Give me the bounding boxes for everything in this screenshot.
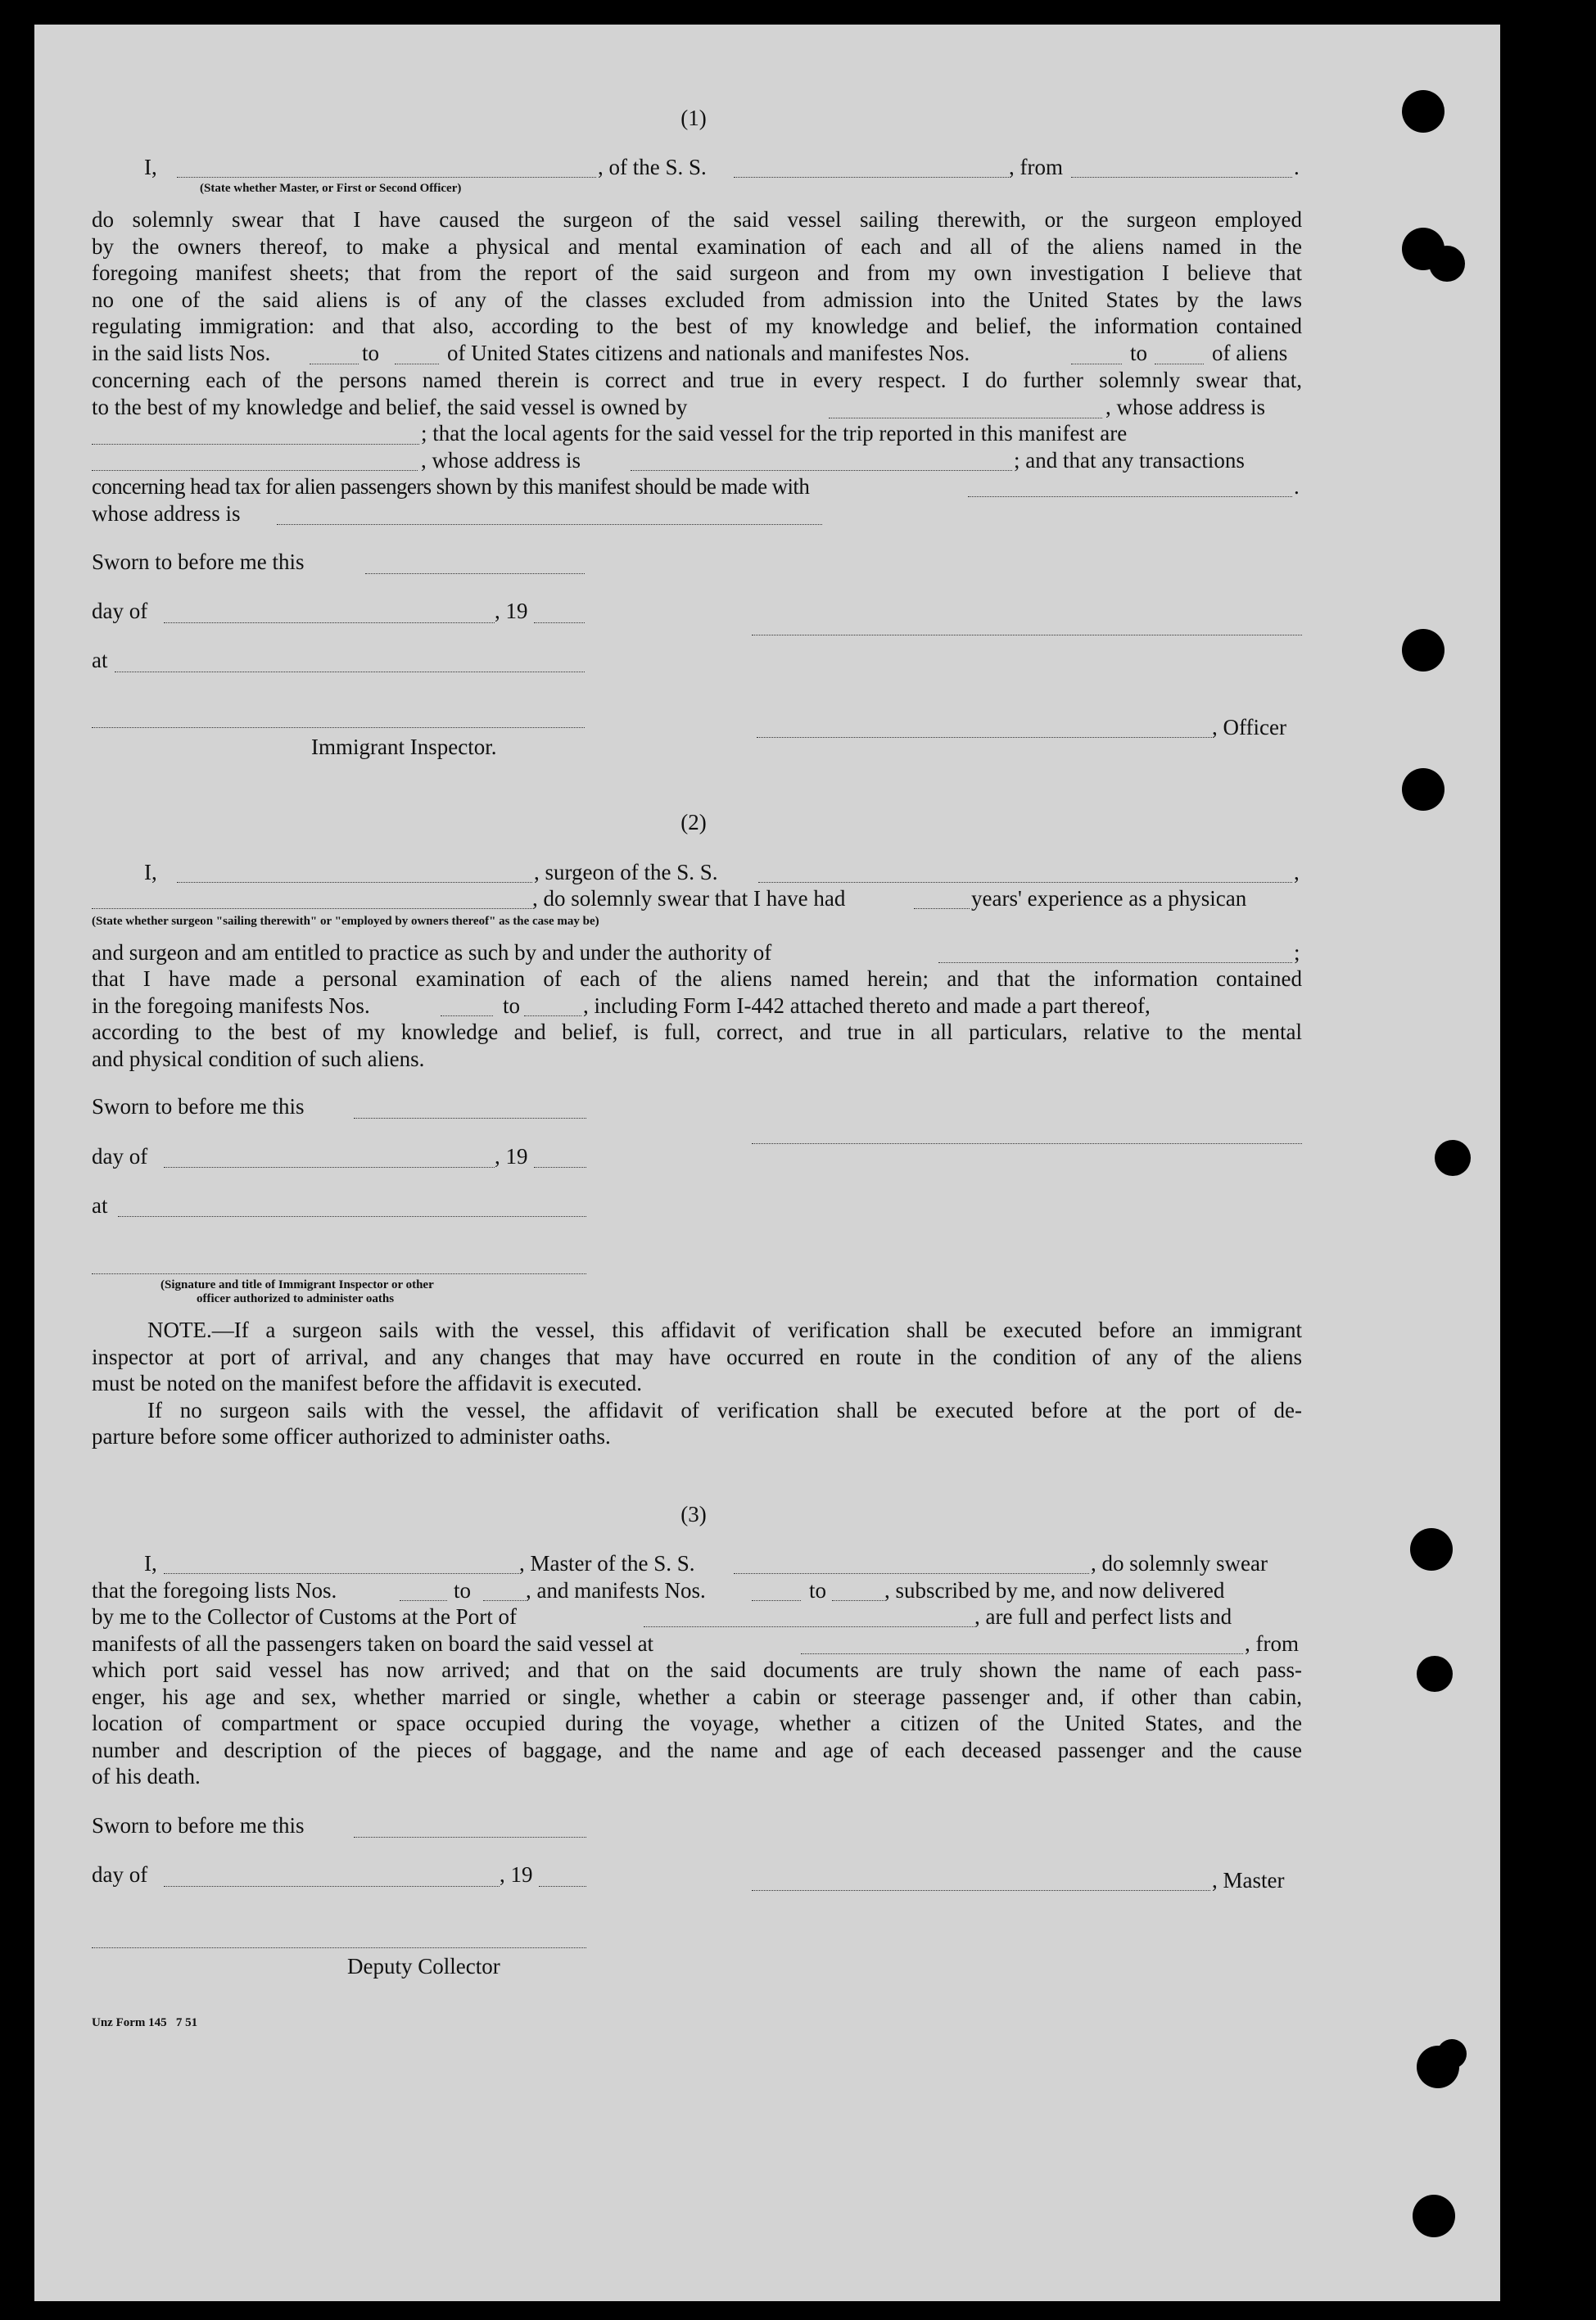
officer-signature-field[interactable] <box>757 737 1212 738</box>
binder-hole <box>1402 90 1445 133</box>
to-label: to <box>503 993 521 1018</box>
do-swear-label: , do solemnly swear <box>1091 1551 1268 1576</box>
vessel-name-field[interactable] <box>734 177 1009 178</box>
section-3-body <box>92 1657 1302 1790</box>
manifests-to-field[interactable] <box>524 1015 581 1016</box>
body-line: location of compartment or space occupied during the voyage, whether a citizen of the United States, and the <box>92 1711 1302 1736</box>
do-swear-label: , do solemnly swear that I have had <box>532 886 846 911</box>
head-tax-address-field[interactable] <box>277 524 822 525</box>
lists-to-field[interactable] <box>483 1600 526 1601</box>
boarding-port-field[interactable] <box>801 1653 1243 1654</box>
sworn-date-field[interactable] <box>354 1837 586 1838</box>
owner-address-field[interactable] <box>92 444 419 445</box>
authority-field[interactable] <box>938 962 1292 963</box>
oath-i: I, <box>144 860 157 884</box>
section-2-number: (2) <box>680 810 707 834</box>
of-ss-label: , of the S. S. <box>598 155 707 179</box>
surgeon-vessel-field[interactable] <box>758 882 1292 883</box>
officer-label: , Officer <box>1212 715 1286 739</box>
body-line: according to the best of my knowledge and belief, is full, correct, and true in all particulars, relative to the mental <box>92 1020 1302 1044</box>
surgeon-status-field[interactable] <box>92 908 532 909</box>
lists-label: in the said lists Nos. <box>92 341 271 365</box>
body-line: and physical condition of such aliens. <box>92 1046 425 1071</box>
section-1-body <box>92 206 1302 340</box>
to-label: to <box>1130 341 1148 365</box>
month-field[interactable] <box>164 1167 495 1168</box>
year-field[interactable] <box>534 622 585 623</box>
years-field[interactable] <box>914 908 970 909</box>
note-line: If no surgeon sails with the vessel, the affidavit of verification shall be executed before at the port of de- <box>147 1397 1302 1422</box>
to-label: to <box>362 341 380 365</box>
oath-i: I, <box>144 155 157 179</box>
note-line: must be noted on the manifest before the affidavit is executed. <box>92 1371 643 1396</box>
body-line: enger, his age and sex, whether married or single, whether a cabin or steerage passenger and, if other than cabin, <box>92 1684 1302 1709</box>
body-line: of his death. <box>92 1764 201 1789</box>
local-agents-field[interactable] <box>92 470 418 471</box>
manifests-board-label: manifests of all the passengers taken on board the said vessel at <box>92 1631 654 1656</box>
day-of-label: day of <box>92 1144 148 1169</box>
form-i442-label: , including Form I-442 attached thereto and made a part thereof, <box>583 993 1151 1018</box>
year-field[interactable] <box>534 1167 586 1168</box>
year-prefix: , 19 <box>495 1144 528 1169</box>
deputy-collector-label: Deputy Collector <box>347 1954 500 1979</box>
from-label: , from <box>1245 1631 1299 1656</box>
lists-label: that the foregoing lists Nos. <box>92 1578 337 1603</box>
note-line: NOTE.—If a surgeon sails with the vessel, this affidavit of verification shall be executed before an immigrant <box>147 1318 1302 1342</box>
note-line: parture before some officer authorized to administer oaths. <box>92 1424 611 1449</box>
body-line: by the owners thereof, to make a physical and mental examination of each and all of the aliens named in the <box>92 233 1302 259</box>
body-line: no one of the said aliens is of any of the classes excluded from admission into the United States by the laws <box>92 287 1302 312</box>
officer-name-field[interactable] <box>177 177 596 178</box>
master-of-label: , Master of the S. S. <box>519 1551 695 1576</box>
manifests-to-field[interactable] <box>832 1600 884 1601</box>
transactions-label: ; and that any transactions <box>1014 448 1245 473</box>
years-experience-label: years' experience as a physican <box>971 886 1247 911</box>
from-port-field[interactable] <box>1071 177 1292 178</box>
whose-address-label: whose address is <box>92 501 241 526</box>
surgeon-note: (State whether surgeon "sailing therewith" or "employed by owners thereof" as the case may be) <box>92 915 599 928</box>
inspector-signature-field[interactable] <box>92 727 585 728</box>
head-tax-field[interactable] <box>968 496 1292 497</box>
sworn-date-field[interactable] <box>354 1118 586 1119</box>
binder-hole <box>1402 629 1445 672</box>
binder-hole <box>1413 2195 1455 2237</box>
sworn-label: Sworn to before me this <box>92 1094 305 1119</box>
agents-address-field[interactable] <box>631 470 1012 471</box>
at-label: at <box>92 648 108 672</box>
inspector-signature-field[interactable] <box>92 1273 586 1274</box>
sworn-label: Sworn to before me this <box>92 1813 305 1838</box>
signature-note: officer authorized to administer oaths <box>197 1292 395 1305</box>
subscribed-label: , subscribed by me, and now delivered <box>884 1578 1225 1603</box>
body-line: foregoing manifest sheets; that from the report of the said surgeon and from my own investigation I believe that <box>92 260 1302 286</box>
lists-from-field[interactable] <box>400 1600 447 1601</box>
month-field[interactable] <box>164 622 495 623</box>
form-number: Unz Form 145 7 51 <box>92 2016 198 2029</box>
semicolon: ; <box>1294 940 1300 965</box>
body-line: concerning each of the persons named therein is correct and true in every respect. I do further solemnly swear that, <box>92 368 1302 392</box>
body-line: regulating immigration: and that also, according to the best of my knowledge and belief, the information contained <box>92 314 1302 339</box>
local-agents-label: ; that the local agents for the said vessel for the trip reported in this manifest are <box>421 421 1128 445</box>
authority-label: and surgeon and am entitled to practice as such by and under the authority of <box>92 940 772 965</box>
manifests-from-field[interactable] <box>752 1600 801 1601</box>
signature-note: (Signature and title of Immigrant Inspector or other <box>161 1278 434 1291</box>
head-tax-label: concerning head tax for alien passengers shown by this manifest should be made with <box>92 474 810 499</box>
month-field[interactable] <box>164 1886 500 1887</box>
section-1-number: (1) <box>680 106 707 130</box>
body-line: which port said vessel has now arrived; and that on the said documents are truly shown the name of each pass- <box>92 1657 1302 1682</box>
binder-hole <box>1429 246 1465 282</box>
from-label: , from <box>1009 155 1063 179</box>
concerning-line <box>92 367 1302 394</box>
master-vessel-field[interactable] <box>734 1573 1089 1574</box>
aliens-label: of aliens <box>1212 341 1288 365</box>
manifests-from-field[interactable] <box>441 1015 493 1016</box>
binder-hole <box>1435 1140 1471 1176</box>
port-field[interactable] <box>644 1626 974 1627</box>
note-line: inspector at port of arrival, and any changes that may have occurred en route in the condition of any of the aliens <box>92 1344 1302 1369</box>
to-label: to <box>809 1578 827 1603</box>
period: . <box>1294 155 1300 179</box>
section-2-body-b <box>92 1019 1302 1072</box>
surgeon-of-label: , surgeon of the S. S. <box>534 860 718 884</box>
whose-address-label: , whose address is <box>421 448 581 473</box>
at-place-field[interactable] <box>118 1216 586 1217</box>
year-prefix: , 19 <box>500 1862 533 1887</box>
day-of-label: day of <box>92 599 148 623</box>
master-label: , Master <box>1212 1868 1285 1893</box>
master-signature-field[interactable] <box>752 1890 1210 1891</box>
body-line: that I have made a personal examination of each of the aliens named herein; and that the information contained <box>92 966 1302 991</box>
binder-hole <box>1410 1528 1453 1571</box>
to-label: to <box>454 1578 472 1603</box>
comma: , <box>1294 860 1300 884</box>
period: . <box>1294 474 1300 499</box>
at-label: at <box>92 1193 108 1218</box>
owned-by-label: to the best of my knowledge and belief, the said vessel is owned by <box>92 395 688 419</box>
sworn-date-field[interactable] <box>365 573 585 574</box>
full-lists-label: , are full and perfect lists and <box>974 1604 1232 1629</box>
year-field[interactable] <box>539 1886 586 1887</box>
binder-hole <box>1402 768 1445 811</box>
master-name-field[interactable] <box>164 1573 519 1574</box>
immigrant-inspector-label: Immigrant Inspector. <box>311 735 497 759</box>
manifests-label: in the foregoing manifests Nos. <box>92 993 370 1018</box>
note-paragraph <box>92 1317 1302 1450</box>
body-line: number and description of the pieces of baggage, and the name and age of each deceased passenger and the cause <box>92 1737 1302 1762</box>
form-page <box>34 25 1500 2301</box>
body-line: do solemnly swear that I have caused the surgeon of the said vessel sailing therewith, or the surgeon employed <box>92 207 1302 232</box>
binder-hole <box>1417 1656 1453 1692</box>
surgeon-name-field[interactable] <box>177 882 532 883</box>
collector-signature-field[interactable] <box>92 1947 586 1948</box>
oath-i: I, <box>144 1551 157 1576</box>
collector-label: by me to the Collector of Customs at the Port of <box>92 1604 517 1629</box>
officer-note: (State whether Master, or First or Second Officer) <box>200 182 462 195</box>
binder-hole <box>1437 2039 1467 2069</box>
section-2-body-a <box>92 966 1302 993</box>
manifests-label: , and manifests Nos. <box>526 1578 706 1603</box>
year-prefix: , 19 <box>495 599 528 623</box>
surgeon-signature-field[interactable] <box>752 1143 1302 1144</box>
citizens-label: of United States citizens and nationals and manifestes Nos. <box>447 341 970 365</box>
whose-address-label: , whose address is <box>1105 395 1265 419</box>
sworn-label: Sworn to before me this <box>92 549 305 574</box>
section-3-number: (3) <box>680 1502 707 1526</box>
day-of-label: day of <box>92 1862 148 1887</box>
